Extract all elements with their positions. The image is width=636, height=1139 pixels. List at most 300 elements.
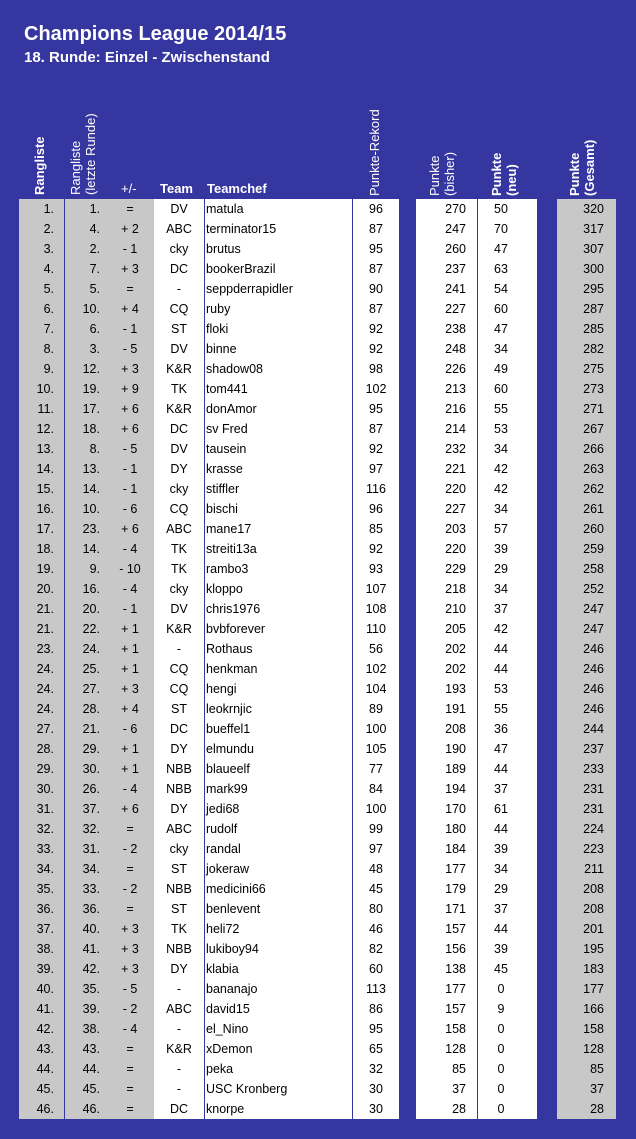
delta-cell: + 4	[121, 702, 139, 716]
teamchef-cell: klabia	[206, 962, 239, 976]
delta-cell: =	[126, 1062, 134, 1076]
team-cell: TK	[171, 382, 187, 396]
rank-cell: 40.	[36, 982, 54, 996]
delta-cell: - 1	[122, 242, 138, 256]
gesamt-cell: 267	[583, 422, 604, 436]
table-row	[0, 379, 636, 399]
neu-cell: 60	[494, 382, 508, 396]
team-cell: ST	[171, 322, 187, 336]
team-cell: K&R	[166, 1042, 192, 1056]
teamchef-cell: david15	[206, 1002, 250, 1016]
gesamt-cell: 246	[583, 702, 604, 716]
table-row	[0, 659, 636, 679]
neu-cell: 47	[494, 742, 508, 756]
delta-cell: + 3	[121, 962, 139, 976]
bisher-cell: 37	[452, 1082, 466, 1096]
delta-cell: - 4	[122, 1022, 138, 1036]
team-cell: DV	[170, 602, 188, 616]
prev-rank-cell: 14.	[82, 542, 100, 556]
rank-cell: 42.	[36, 1022, 54, 1036]
delta-cell: - 10	[119, 562, 141, 576]
bisher-cell: 171	[445, 902, 466, 916]
rekord-cell: 85	[369, 522, 383, 536]
teamchef-cell: jedi68	[206, 802, 240, 816]
table-row	[0, 859, 636, 879]
delta-cell: - 4	[122, 582, 138, 596]
table-row	[0, 279, 636, 299]
gesamt-cell: 231	[583, 802, 604, 816]
prev-rank-cell: 32.	[82, 822, 100, 836]
prev-rank-cell: 27.	[82, 682, 100, 696]
neu-cell: 29	[494, 562, 508, 576]
prev-rank-cell: 45.	[82, 1082, 100, 1096]
table-row	[0, 739, 636, 759]
bisher-cell: 248	[445, 342, 466, 356]
gesamt-cell: 247	[583, 602, 604, 616]
prev-rank-cell: 4.	[89, 222, 100, 236]
rekord-cell: 87	[369, 262, 383, 276]
teamchef-cell: rambo3	[206, 562, 249, 576]
gesamt-cell: 285	[583, 322, 604, 336]
team-cell: DY	[170, 802, 188, 816]
neu-cell: 36	[494, 722, 508, 736]
team-cell: DV	[170, 342, 188, 356]
team-cell: NBB	[166, 882, 192, 896]
prev-rank-cell: 10.	[82, 502, 100, 516]
bisher-cell: 85	[452, 1062, 466, 1076]
gesamt-cell: 246	[583, 642, 604, 656]
prev-rank-cell: 36.	[82, 902, 100, 916]
prev-rank-cell: 16.	[82, 582, 100, 596]
prev-rank-cell: 12.	[82, 362, 100, 376]
gesamt-cell: 252	[583, 582, 604, 596]
neu-cell: 61	[494, 802, 508, 816]
neu-cell: 70	[494, 222, 508, 236]
header-rangliste-letzte	[68, 103, 98, 195]
bisher-cell: 227	[445, 302, 466, 316]
bisher-cell: 158	[445, 1022, 466, 1036]
table-row	[0, 619, 636, 639]
neu-cell: 9	[497, 1002, 505, 1016]
delta-cell: - 1	[122, 322, 138, 336]
delta-cell: + 3	[121, 682, 139, 696]
neu-cell: 60	[494, 302, 508, 316]
delta-cell: =	[126, 202, 134, 216]
table-row	[0, 559, 636, 579]
neu-cell: 37	[494, 782, 508, 796]
rekord-cell: 107	[365, 582, 387, 596]
rank-cell: 32.	[36, 822, 54, 836]
rekord-cell: 110	[366, 622, 386, 636]
bisher-cell: 232	[445, 442, 466, 456]
prev-rank-cell: 29.	[82, 742, 100, 756]
teamchef-cell: henkman	[206, 662, 258, 676]
prev-rank-cell: 5.	[89, 282, 100, 296]
header-neu-line1: Punkte	[489, 152, 504, 196]
delta-cell: + 4	[121, 302, 139, 316]
team-cell: -	[176, 642, 182, 656]
prev-rank-cell: 13.	[82, 462, 100, 476]
delta-cell: - 2	[122, 1002, 138, 1016]
team-cell: -	[176, 1062, 182, 1076]
teamchef-cell: bischi	[206, 502, 238, 516]
rekord-cell: 102	[365, 382, 387, 396]
standings-table	[0, 199, 636, 1119]
rekord-cell: 97	[369, 842, 383, 856]
delta-cell: + 6	[121, 522, 139, 536]
prev-rank-cell: 19.	[82, 382, 100, 396]
gesamt-cell: 266	[583, 442, 604, 456]
delta-cell: + 6	[121, 422, 139, 436]
team-cell: K&R	[166, 402, 192, 416]
rekord-cell: 60	[369, 962, 383, 976]
teamchef-cell: randal	[206, 842, 241, 856]
prev-rank-cell: 38.	[82, 1022, 100, 1036]
rank-cell: 6.	[43, 302, 54, 316]
prev-rank-cell: 34.	[82, 862, 100, 876]
gesamt-cell: 273	[583, 382, 604, 396]
teamchef-cell: peka	[206, 1062, 234, 1076]
bisher-cell: 28	[452, 1102, 466, 1116]
table-row	[0, 919, 636, 939]
rank-cell: 18.	[36, 542, 54, 556]
table-row	[0, 539, 636, 559]
bisher-cell: 156	[445, 942, 466, 956]
rekord-cell: 87	[369, 422, 383, 436]
table-row	[0, 459, 636, 479]
table-row	[0, 1099, 636, 1119]
delta-cell: - 6	[122, 502, 138, 516]
gesamt-cell: 263	[583, 462, 604, 476]
prev-rank-cell: 43.	[82, 1042, 100, 1056]
teamchef-cell: chris1976	[206, 602, 261, 616]
team-cell: DC	[169, 422, 189, 436]
delta-cell: + 1	[121, 662, 139, 676]
bisher-cell: 229	[445, 562, 466, 576]
gesamt-cell: 237	[583, 742, 604, 756]
rank-cell: 21.	[36, 622, 54, 636]
table-row	[0, 1059, 636, 1079]
teamchef-cell: medicini66	[206, 882, 266, 896]
table-row	[0, 359, 636, 379]
team-cell: ST	[171, 702, 187, 716]
rank-cell: 43.	[36, 1042, 54, 1056]
rekord-cell: 98	[369, 362, 383, 376]
team-cell: ABC	[166, 222, 192, 236]
neu-cell: 0	[497, 1102, 505, 1116]
table-row	[0, 479, 636, 499]
rank-cell: 4.	[43, 262, 54, 276]
neu-cell: 47	[494, 242, 508, 256]
table-row	[0, 759, 636, 779]
table-row	[0, 299, 636, 319]
prev-rank-cell: 37.	[82, 802, 100, 816]
prev-rank-cell: 17.	[82, 402, 100, 416]
delta-cell: =	[126, 1082, 134, 1096]
delta-cell: + 3	[121, 922, 139, 936]
gesamt-cell: 233	[583, 762, 604, 776]
gesamt-cell: 282	[583, 342, 604, 356]
gesamt-cell: 201	[583, 922, 604, 936]
delta-cell: + 9	[121, 382, 139, 396]
header-rangliste: Rangliste	[32, 136, 47, 195]
table-row	[0, 219, 636, 239]
header-neu-line2: (neu)	[504, 164, 519, 196]
team-cell: TK	[171, 542, 187, 556]
rank-cell: 20.	[36, 582, 54, 596]
rekord-cell: 100	[365, 802, 387, 816]
team-cell: ABC	[166, 1002, 192, 1016]
rekord-cell: 104	[365, 682, 387, 696]
neu-cell: 0	[497, 1062, 505, 1076]
prev-rank-cell: 23.	[82, 522, 100, 536]
table-row	[0, 699, 636, 719]
prev-rank-cell: 30.	[82, 762, 100, 776]
team-cell: CQ	[169, 662, 189, 676]
bisher-cell: 202	[445, 662, 466, 676]
delta-cell: - 2	[122, 842, 138, 856]
gesamt-cell: 271	[583, 402, 604, 416]
rekord-cell: 30	[369, 1102, 383, 1116]
bisher-cell: 202	[445, 642, 466, 656]
prev-rank-cell: 41.	[82, 942, 100, 956]
teamchef-cell: heli72	[206, 922, 240, 936]
gesamt-cell: 208	[583, 882, 604, 896]
teamchef-cell: seppderrapidler	[206, 282, 293, 296]
table-row	[0, 239, 636, 259]
delta-cell: + 1	[121, 622, 139, 636]
table-row	[0, 399, 636, 419]
prev-rank-cell: 7.	[89, 262, 100, 276]
teamchef-cell: Rothaus	[206, 642, 253, 656]
bisher-cell: 177	[445, 862, 466, 876]
table-row	[0, 1079, 636, 1099]
rank-cell: 11.	[37, 402, 54, 416]
teamchef-cell: binne	[206, 342, 237, 356]
rank-cell: 35.	[36, 882, 54, 896]
team-cell: ABC	[166, 822, 192, 836]
bisher-cell: 138	[445, 962, 466, 976]
delta-cell: - 1	[122, 602, 138, 616]
rekord-cell: 100	[365, 722, 387, 736]
header-neu	[489, 146, 519, 196]
team-cell: NBB	[166, 762, 192, 776]
rekord-cell: 87	[369, 222, 383, 236]
neu-cell: 63	[494, 262, 508, 276]
neu-cell: 0	[497, 1042, 505, 1056]
neu-cell: 34	[494, 342, 508, 356]
rank-cell: 31.	[36, 802, 54, 816]
gesamt-cell: 183	[583, 962, 604, 976]
rank-cell: 12.	[36, 422, 54, 436]
rekord-cell: 102	[365, 662, 387, 676]
bisher-cell: 170	[445, 802, 466, 816]
bisher-cell: 241	[445, 282, 466, 296]
teamchef-cell: tausein	[206, 442, 247, 456]
teamchef-cell: terminator15	[206, 222, 277, 236]
gesamt-cell: 208	[583, 902, 604, 916]
gesamt-cell: 177	[583, 982, 604, 996]
neu-cell: 49	[494, 362, 508, 376]
header-rangliste-letzte-line2: (letzte Runde)	[83, 113, 98, 195]
gesamt-cell: 85	[590, 1062, 604, 1076]
rank-cell: 16.	[36, 502, 54, 516]
table-row	[0, 639, 636, 659]
bisher-cell: 237	[445, 262, 466, 276]
delta-cell: + 3	[121, 262, 139, 276]
bisher-cell: 221	[445, 462, 466, 476]
delta-cell: + 6	[121, 402, 139, 416]
rekord-cell: 32	[369, 1062, 383, 1076]
teamchef-cell: krasse	[206, 462, 243, 476]
table-row	[0, 519, 636, 539]
table-row	[0, 1039, 636, 1059]
neu-cell: 42	[494, 482, 508, 496]
rank-cell: 41.	[36, 1002, 54, 1016]
team-cell: CQ	[169, 302, 189, 316]
rank-cell: 33.	[36, 842, 54, 856]
delta-cell: =	[126, 1102, 134, 1116]
prev-rank-cell: 42.	[82, 962, 100, 976]
prev-rank-cell: 46.	[82, 1102, 100, 1116]
prev-rank-cell: 26.	[82, 782, 100, 796]
page-title: Champions League 2014/15	[24, 23, 287, 45]
gesamt-cell: 260	[583, 522, 604, 536]
table-row	[0, 939, 636, 959]
delta-cell: - 5	[122, 982, 138, 996]
neu-cell: 45	[494, 962, 508, 976]
team-cell: NBB	[166, 942, 192, 956]
teamchef-cell: mark99	[206, 782, 248, 796]
table-row	[0, 199, 636, 219]
rank-cell: 28.	[36, 742, 54, 756]
rank-cell: 5.	[43, 282, 54, 296]
team-cell: TK	[171, 562, 187, 576]
team-cell: DC	[169, 1102, 189, 1116]
neu-cell: 0	[497, 1022, 505, 1036]
teamchef-cell: streiti13a	[206, 542, 257, 556]
rank-cell: 36.	[36, 902, 54, 916]
neu-cell: 44	[494, 822, 508, 836]
table-row	[0, 819, 636, 839]
delta-cell: + 6	[121, 802, 139, 816]
team-cell: DY	[170, 742, 188, 756]
rekord-cell: 65	[369, 1042, 383, 1056]
gesamt-cell: 231	[583, 782, 604, 796]
teamchef-cell: rudolf	[206, 822, 238, 836]
delta-cell: + 1	[121, 642, 139, 656]
bisher-cell: 193	[445, 682, 466, 696]
prev-rank-cell: 44.	[82, 1062, 100, 1076]
gesamt-cell: 246	[583, 682, 604, 696]
prev-rank-cell: 3.	[89, 342, 100, 356]
teamchef-cell: USC Kronberg	[206, 1082, 288, 1096]
teamchef-cell: elmundu	[206, 742, 254, 756]
neu-cell: 55	[494, 402, 508, 416]
bisher-cell: 226	[445, 362, 466, 376]
team-cell: ST	[171, 902, 187, 916]
teamchef-cell: ruby	[206, 302, 231, 316]
rank-cell: 27.	[36, 722, 54, 736]
rank-cell: 30.	[36, 782, 54, 796]
neu-cell: 34	[494, 502, 508, 516]
delta-cell: - 5	[122, 342, 138, 356]
delta-cell: - 5	[122, 442, 138, 456]
gesamt-cell: 258	[583, 562, 604, 576]
table-row	[0, 879, 636, 899]
bisher-cell: 157	[445, 1002, 466, 1016]
prev-rank-cell: 14.	[82, 482, 100, 496]
rekord-cell: 92	[369, 322, 383, 336]
gesamt-cell: 295	[583, 282, 604, 296]
teamchef-cell: hengi	[206, 682, 237, 696]
delta-cell: =	[126, 822, 134, 836]
prev-rank-cell: 6.	[89, 322, 100, 336]
gesamt-cell: 211	[584, 862, 604, 876]
teamchef-cell: donAmor	[206, 402, 257, 416]
neu-cell: 44	[494, 922, 508, 936]
gesamt-cell: 261	[583, 502, 604, 516]
rekord-cell: 93	[369, 562, 383, 576]
rank-cell: 24.	[36, 702, 54, 716]
teamchef-cell: brutus	[206, 242, 241, 256]
gesamt-cell: 166	[583, 1002, 604, 1016]
prev-rank-cell: 24.	[82, 642, 100, 656]
neu-cell: 50	[494, 202, 508, 216]
table-row	[0, 719, 636, 739]
team-cell: -	[176, 1082, 182, 1096]
delta-cell: + 2	[121, 222, 139, 236]
rank-cell: 23.	[36, 642, 54, 656]
rank-cell: 21.	[36, 602, 54, 616]
prev-rank-cell: 21.	[82, 722, 100, 736]
rekord-cell: 92	[369, 342, 383, 356]
team-cell: DV	[170, 442, 188, 456]
team-cell: DY	[170, 462, 188, 476]
delta-cell: =	[126, 1042, 134, 1056]
header-gesamt	[567, 131, 597, 196]
header-delta: +/-	[121, 181, 137, 196]
delta-cell: + 1	[121, 742, 139, 756]
bisher-cell: 220	[445, 542, 466, 556]
bisher-cell: 177	[445, 982, 466, 996]
rekord-cell: 87	[369, 302, 383, 316]
prev-rank-cell: 9.	[89, 562, 100, 576]
bisher-cell: 216	[445, 402, 466, 416]
neu-cell: 34	[494, 442, 508, 456]
rank-cell: 29.	[36, 762, 54, 776]
rank-cell: 38.	[36, 942, 54, 956]
team-cell: CQ	[169, 502, 189, 516]
bisher-cell: 260	[445, 242, 466, 256]
prev-rank-cell: 35.	[82, 982, 100, 996]
bisher-cell: 203	[445, 522, 466, 536]
bisher-cell: 205	[445, 622, 466, 636]
team-cell: DC	[169, 722, 189, 736]
prev-rank-cell: 40.	[82, 922, 100, 936]
teamchef-cell: floki	[206, 322, 229, 336]
teamchef-cell: leokrnjic	[206, 702, 252, 716]
table-row	[0, 899, 636, 919]
team-cell: cky	[169, 582, 189, 596]
table-row	[0, 779, 636, 799]
teamchef-cell: kloppo	[206, 582, 243, 596]
prev-rank-cell: 22.	[82, 622, 100, 636]
neu-cell: 42	[494, 622, 508, 636]
bisher-cell: 189	[445, 762, 466, 776]
team-cell: -	[176, 1022, 182, 1036]
rekord-cell: 92	[369, 542, 383, 556]
